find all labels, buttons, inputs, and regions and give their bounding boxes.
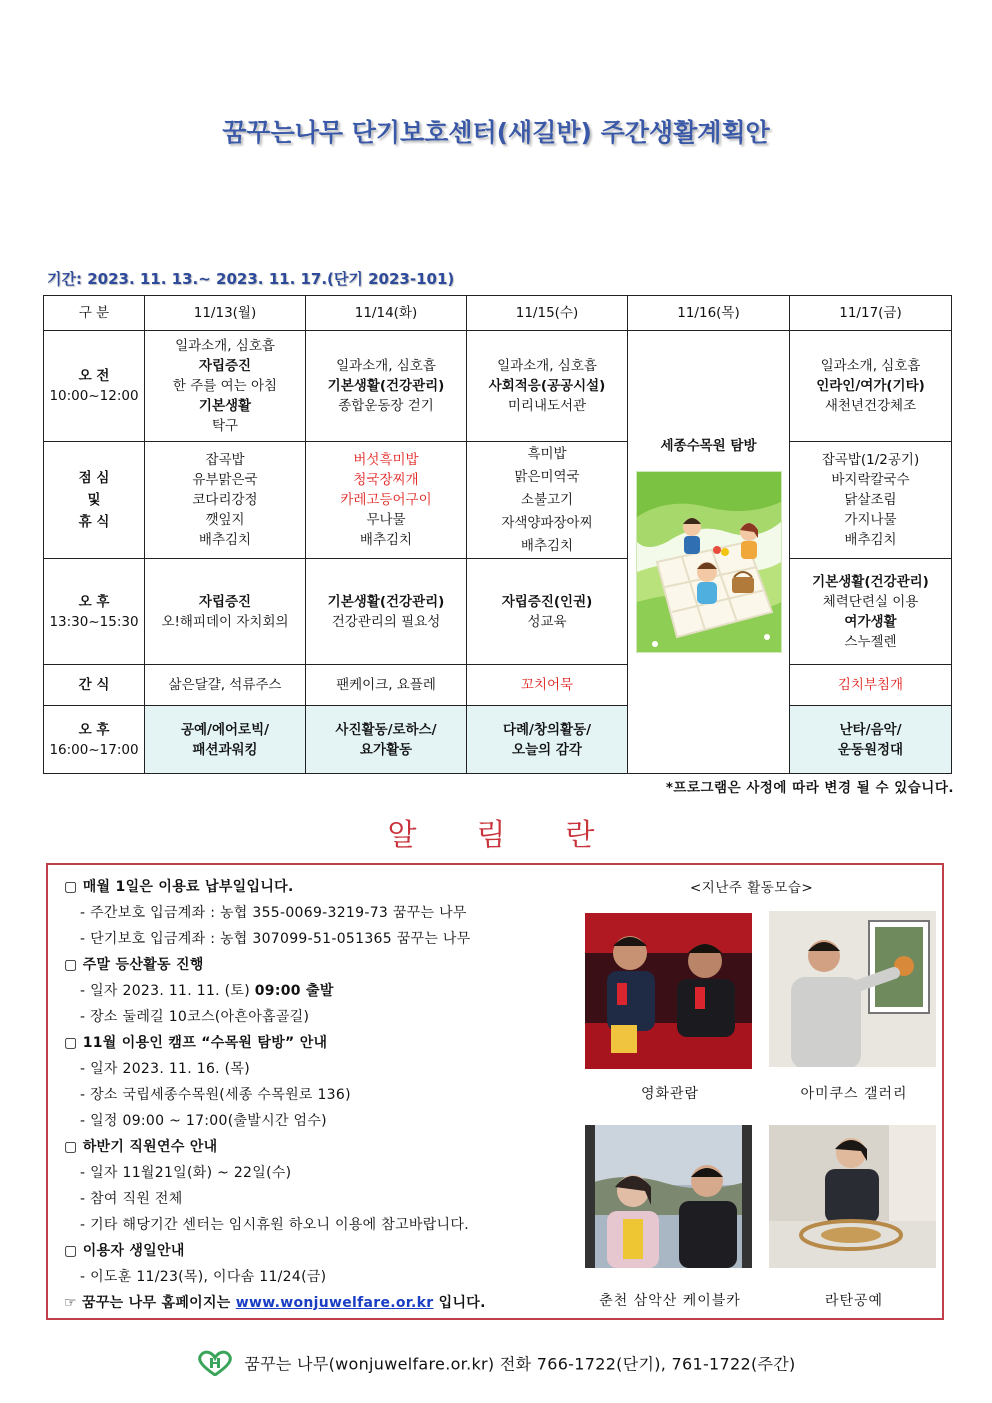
page-title: 꿈꾸는나무 단기보호센터(새길반) 주간생활계획안: [222, 118, 770, 147]
menu-line: 닭살조림: [844, 492, 897, 508]
wed-morning-cell: [467, 331, 628, 442]
notice-item: [64, 978, 584, 1004]
wed-snack-cell: 꼬치어묵: [467, 665, 628, 706]
tue-morning-cell: [306, 331, 467, 442]
fri-afternoon2-cell: [790, 706, 952, 774]
afternoon1-row: [44, 559, 952, 665]
photos-caption: <지난주 활동모습>: [690, 880, 814, 896]
cell-line: 인라인/여가(기타): [816, 378, 925, 394]
header-wed: 11/15(수): [467, 296, 628, 331]
cell-line: 일과소개, 심호흡: [336, 358, 436, 374]
row-label-snack: 간 식: [44, 665, 145, 706]
cell-line: 기본생활(건강관리): [327, 378, 445, 394]
cell-line: 자립증진(인권): [501, 593, 593, 610]
header-mon: 11/13(월): [145, 296, 306, 331]
notice-item: - 주간보호 입금계좌 : 농협 355-0069-3219-73 꿈꾸는 나무: [80, 905, 467, 921]
cell-line: 일과소개, 심호흡: [820, 358, 921, 374]
cell-line: 공예/에어로빅/: [180, 721, 270, 738]
menu-line: 버섯흑미밥: [353, 452, 419, 468]
footer-text: 꿈꾸는 나무(wonjuwelfare.or.kr) 전화 766-1722(단기), 761-1722(주간): [244, 1354, 796, 1374]
cell-line: 한 주를 여는 아침: [172, 378, 278, 394]
notice-item: - 장소 둘레길 10코스(아흔아홉골길): [80, 1009, 310, 1025]
menu-line: 무나물: [366, 512, 406, 528]
notice-item: - 참여 직원 전체: [80, 1191, 183, 1207]
cell-line: 다례/창의활동/: [502, 721, 592, 738]
cell-line: 미리내도서관: [507, 398, 587, 414]
row-label-text: 휴 식: [78, 514, 110, 530]
afternoon2-row: [44, 706, 952, 774]
menu-line: 소불고기: [520, 491, 574, 508]
mon-lunch-cell: [145, 442, 306, 559]
cell-line: 일과소개, 심호흡: [175, 338, 275, 354]
table-header-row: [44, 296, 952, 331]
schedule-note: *프로그램은 사정에 따라 변경 될 수 있습니다.: [665, 780, 954, 796]
row-label-afternoon1: [44, 559, 145, 665]
tue-snack-cell: 팬케이크, 요플레: [306, 665, 467, 706]
menu-line: 카레고등어구이: [340, 492, 432, 508]
picnic-illustration: [636, 471, 782, 653]
thu-event-cell: [628, 331, 790, 774]
menu-line: 가지나물: [844, 512, 897, 528]
homepage-suffix: 입니다.: [433, 1295, 486, 1311]
notice-heading: ▢ 주말 등산활동 진행: [64, 957, 204, 973]
row-label-morning: [44, 331, 145, 442]
mon-morning-cell: [145, 331, 306, 442]
mon-afternoon1-cell: [145, 559, 306, 665]
menu-line: 잡곡밥: [205, 452, 245, 468]
photo-cablecar: [585, 1125, 752, 1281]
cell-line: 오늘의 감각: [512, 741, 582, 758]
cell-line: 건강관리의 필요성: [331, 613, 441, 630]
menu-line: 코다리강정: [192, 492, 258, 508]
notice-item: - 일정 09:00 ~ 17:00(출발시간 엄수): [80, 1113, 327, 1129]
photo-rattan: [769, 1125, 936, 1281]
row-label-text: 점 심: [78, 470, 110, 486]
cell-line: 요가활동: [359, 741, 413, 758]
wed-afternoon1-cell: [467, 559, 628, 665]
row-label-afternoon2: [44, 706, 145, 774]
fri-snack-cell: 김치부침개: [790, 665, 952, 706]
notice-item: - 일자 11월21일(화) ~ 22일(수): [80, 1165, 292, 1181]
cell-line: 난타/음악/: [839, 721, 902, 738]
lunch-row: [44, 442, 952, 559]
menu-line: 흑미밥: [527, 445, 567, 462]
menu-line: 배추김치: [198, 532, 252, 548]
cell-line: 종합운동장 걷기: [338, 398, 434, 414]
cell-line: 오!해피데이 자치회의: [161, 613, 289, 630]
cell-line: 기본생활(건강관리): [812, 573, 929, 590]
cell-line: 탁구: [211, 418, 239, 434]
menu-line: 배추김치: [844, 532, 897, 548]
menu-line: 자색양파장아찌: [501, 514, 593, 531]
cell-line: 사회적응(공공시설): [488, 378, 606, 394]
notice-list: [64, 874, 584, 1316]
row-time-text: 10:00~12:00: [49, 388, 139, 404]
notice-heading: ▢ 하반기 직원연수 안내: [64, 1139, 218, 1155]
fri-morning-cell: [790, 331, 952, 442]
notice-item: - 이도훈 11/23(목), 이다솜 11/24(금): [80, 1269, 327, 1285]
notice-item: - 장소 국립세종수목원(세종 수목원로 136): [80, 1087, 351, 1103]
fri-lunch-cell: [790, 442, 952, 559]
morning-row: [44, 331, 952, 442]
footer: [0, 1350, 992, 1380]
cell-line: 여가생활: [844, 613, 897, 630]
cell-line: 운동원정대: [837, 741, 904, 758]
thu-event-label: 세종수목원 탐방: [660, 438, 757, 454]
cell-line: 기본생활(건강관리): [327, 593, 445, 610]
mon-afternoon2-cell: [145, 706, 306, 774]
cell-line: 기본생활: [198, 398, 252, 414]
photo-label-cablecar: 춘천 삼악산 케이블카: [599, 1293, 741, 1309]
row-time-text: 13:30~15:30: [49, 613, 139, 630]
menu-line: 맑은미역국: [514, 468, 580, 485]
tue-afternoon1-cell: [306, 559, 467, 665]
menu-line: 청국장찌개: [353, 472, 419, 488]
menu-line: 잡곡밥(1/2공기): [821, 452, 920, 468]
notice-item-text: - 일자 2023. 11. 11. (토): [80, 983, 255, 999]
cell-line: 스누젤렌: [844, 633, 897, 650]
row-label-text: 오 후: [78, 593, 110, 610]
notice-heading: ▢ 매월 1일은 이용료 납부일입니다.: [64, 879, 294, 895]
cell-line: 일과소개, 심호흡: [497, 358, 597, 374]
notice-heading: ▢ 11월 이용인 캠프 “수목원 탐방” 안내: [64, 1035, 328, 1051]
header-thu: 11/16(목): [628, 296, 790, 331]
cell-line: 새천년건강체조: [824, 398, 917, 414]
row-label-text: 및: [87, 492, 101, 508]
period-label: 기간: 2023. 11. 13.~ 2023. 11. 17.(단기 2023-101): [47, 270, 455, 288]
photo-label-gallery: 아미쿠스 갤러리: [800, 1086, 908, 1102]
cell-line: 패션과워킹: [192, 741, 258, 758]
header-category: 구 분: [44, 296, 145, 331]
menu-line: 배추김치: [520, 537, 574, 554]
homepage-prefix: ☞ 꿈꾸는 나무 홈페이지는: [64, 1295, 236, 1311]
row-label-text: 오 후: [78, 721, 110, 738]
wed-afternoon2-cell: [467, 706, 628, 774]
cell-line: 사진활동/로하스/: [335, 721, 437, 738]
photo-gallery: [769, 911, 936, 1067]
tue-afternoon2-cell: [306, 706, 467, 774]
header-fri: 11/17(금): [790, 296, 952, 331]
center-logo-icon: [196, 1350, 234, 1380]
row-label-lunch: [44, 442, 145, 559]
fri-afternoon1-cell: [790, 559, 952, 665]
cell-line: 자립증진: [198, 593, 252, 610]
photo-label-movie: 영화관람: [640, 1086, 700, 1102]
row-time-text: 16:00~17:00: [49, 741, 139, 758]
picnic-illustration-svg: [637, 472, 781, 652]
cell-line: 자립증진: [198, 358, 252, 374]
header-tue: 11/14(화): [306, 296, 467, 331]
snack-row: [44, 665, 952, 706]
wed-lunch-cell: [467, 442, 628, 559]
notice-item: - 기타 해당기간 센터는 임시휴원 하오니 이용에 참고바랍니다.: [80, 1217, 469, 1233]
weekly-schedule-table: [43, 295, 952, 774]
homepage-link[interactable]: www.wonjuwelfare.or.kr: [235, 1295, 434, 1311]
tue-lunch-cell: [306, 442, 467, 559]
notice-item-bold: 09:00 출발: [254, 983, 334, 999]
photo-label-rattan: 라탄공예: [824, 1293, 884, 1309]
cell-line: 성교육: [527, 613, 567, 630]
notice-item: - 단기보호 입금계좌 : 농협 307099-51-051365 꿈꾸는 나무: [80, 931, 471, 947]
mon-snack-cell: 삶은달걀, 석류주스: [145, 665, 306, 706]
row-label-text: 오 전: [78, 368, 110, 384]
menu-line: 바지락칼국수: [831, 472, 910, 488]
menu-line: 배추김치: [359, 532, 413, 548]
notice-item: - 일자 2023. 11. 16. (목): [80, 1061, 251, 1077]
cell-line: 체력단련실 이용: [822, 593, 919, 610]
notice-heading: ▢ 이용자 생일안내: [64, 1243, 185, 1259]
menu-line: 유부맑은국: [192, 472, 258, 488]
homepage-line: [64, 1290, 584, 1316]
menu-line: 깻잎지: [205, 512, 245, 528]
notice-title: 알림란: [387, 818, 655, 853]
photo-movie: [585, 913, 752, 1069]
